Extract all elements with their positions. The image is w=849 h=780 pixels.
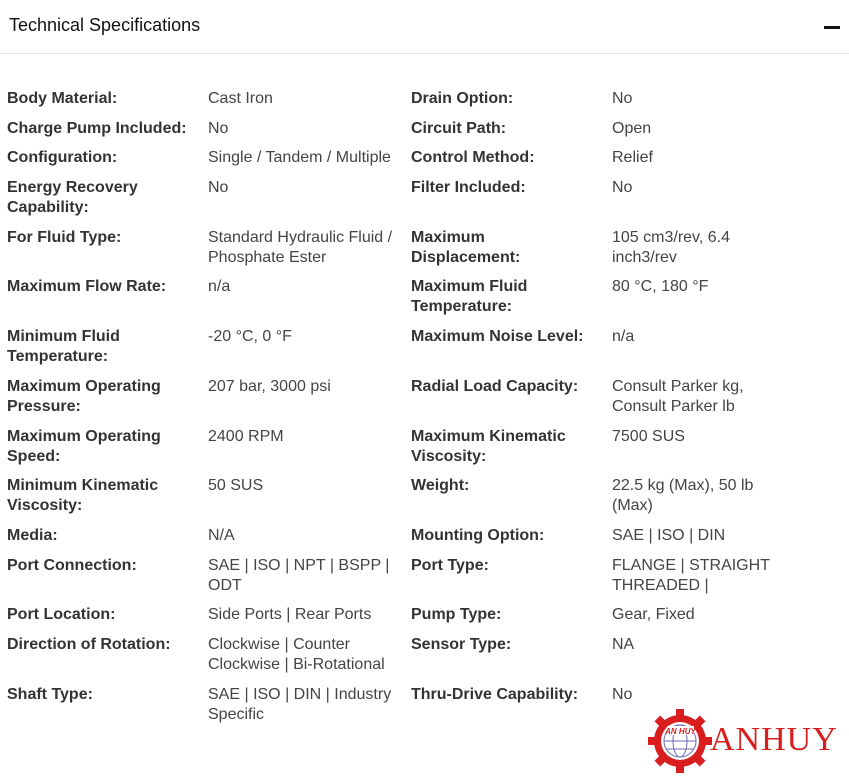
spec-row bbox=[7, 605, 817, 635]
spec-value: Gear, Fixed bbox=[612, 606, 695, 624]
spec-value: Open bbox=[612, 119, 652, 137]
spec-label: Port Type: bbox=[411, 556, 489, 574]
spec-value: NA bbox=[612, 635, 635, 653]
spec-value: SAE | ISO | DIN bbox=[612, 526, 726, 544]
spec-row bbox=[7, 427, 817, 477]
spec-value: -20 °C, 0 °F bbox=[208, 328, 292, 346]
spec-value: n/a bbox=[612, 328, 635, 346]
spec-label: Maximum Operating Speed: bbox=[7, 427, 161, 465]
spec-label: Circuit Path: bbox=[411, 119, 507, 137]
spec-label: Maximum Operating Pressure: bbox=[7, 377, 161, 415]
spec-row bbox=[7, 476, 817, 526]
spec-label: Energy Recovery Capability: bbox=[7, 179, 138, 217]
spec-value: Consult Parker kg, Consult Parker lb bbox=[612, 377, 744, 415]
spec-row bbox=[7, 228, 817, 278]
spec-label: Mounting Option: bbox=[411, 526, 545, 544]
spec-label: Maximum Kinematic Viscosity: bbox=[411, 427, 566, 465]
spec-label: Minimum Kinematic Viscosity: bbox=[7, 477, 159, 515]
logo-text: ANHUY bbox=[710, 721, 838, 758]
spec-label: Drain Option: bbox=[411, 90, 514, 107]
spec-label: Pump Type: bbox=[411, 606, 502, 624]
spec-label: Sensor Type: bbox=[411, 635, 512, 653]
spec-label: Radial Load Capacity: bbox=[411, 377, 579, 395]
spec-value: 80 °C, 180 °F bbox=[612, 278, 709, 296]
spec-row bbox=[7, 327, 817, 377]
spec-value: Relief bbox=[612, 149, 653, 167]
spec-value: 22.5 kg (Max), 50 lb (Max) bbox=[612, 477, 754, 515]
spec-row bbox=[7, 377, 817, 427]
spec-value: Single / Tandem / Multiple bbox=[208, 149, 391, 167]
spec-row bbox=[7, 119, 817, 149]
spec-label: Maximum Displacement: bbox=[411, 228, 521, 266]
spec-label: Body Material: bbox=[7, 90, 118, 107]
spec-value: 7500 SUS bbox=[612, 427, 685, 445]
spec-label: Minimum Fluid Temperature: bbox=[7, 328, 120, 366]
spec-value: Side Ports | Rear Ports bbox=[208, 606, 372, 624]
spec-row bbox=[7, 148, 817, 178]
spec-value: No bbox=[208, 179, 229, 197]
spec-value: No bbox=[612, 90, 633, 107]
spec-label: Port Connection: bbox=[7, 556, 137, 574]
spec-value: SAE | ISO | NPT | BSPP | ODT bbox=[208, 556, 390, 594]
spec-value: n/a bbox=[208, 278, 231, 296]
spec-row bbox=[7, 526, 817, 556]
spec-value: No bbox=[612, 685, 633, 703]
spec-value: 50 SUS bbox=[208, 477, 264, 495]
spec-label: Weight: bbox=[411, 477, 470, 495]
spec-label: For Fluid Type: bbox=[7, 228, 122, 246]
spec-label: Shaft Type: bbox=[7, 685, 93, 703]
spec-label: Direction of Rotation: bbox=[7, 635, 171, 653]
spec-label: Filter Included: bbox=[411, 179, 526, 197]
spec-label: Maximum Noise Level: bbox=[411, 328, 584, 346]
spec-row bbox=[7, 556, 817, 606]
spec-label: Control Method: bbox=[411, 149, 535, 167]
spec-value: Clockwise | Counter Clockwise | Bi-Rotational bbox=[208, 635, 385, 673]
spec-value: No bbox=[208, 119, 229, 137]
gear-globe-icon bbox=[645, 705, 715, 775]
spec-value: 105 cm3/rev, 6.4 inch3/rev bbox=[612, 228, 730, 266]
section-title: Technical Specifications bbox=[9, 15, 201, 35]
spec-label: Maximum Fluid Temperature: bbox=[411, 278, 528, 316]
spec-value: 207 bar, 3000 psi bbox=[208, 377, 331, 395]
spec-value: 2400 RPM bbox=[208, 427, 284, 445]
spec-value: Standard Hydraulic Fluid / Phosphate Ester bbox=[208, 228, 393, 266]
spec-row bbox=[7, 635, 817, 685]
spec-row bbox=[7, 178, 817, 228]
spec-value: SAE | ISO | DIN | Industry Specific bbox=[208, 685, 392, 723]
spec-label: Media: bbox=[7, 526, 58, 544]
spec-value: FLANGE | STRAIGHT THREADED | bbox=[612, 556, 770, 594]
spec-label: Port Location: bbox=[7, 606, 116, 624]
spec-value: N/A bbox=[208, 526, 235, 544]
logo-badge-text: AN HUY bbox=[665, 727, 696, 736]
spec-label: Charge Pump Included: bbox=[7, 119, 187, 137]
spec-row bbox=[7, 277, 817, 327]
section-header[interactable] bbox=[0, 0, 849, 54]
anhuy-logo-watermark bbox=[645, 705, 845, 775]
spec-row bbox=[7, 89, 817, 119]
spec-value: No bbox=[612, 179, 633, 197]
spec-value: Cast Iron bbox=[208, 90, 273, 107]
spec-label: Thru-Drive Capability: bbox=[411, 685, 579, 703]
spec-label: Maximum Flow Rate: bbox=[7, 278, 167, 296]
collapse-minus-icon[interactable] bbox=[824, 26, 840, 29]
specs-table bbox=[7, 89, 817, 734]
spec-label: Configuration: bbox=[7, 149, 118, 167]
